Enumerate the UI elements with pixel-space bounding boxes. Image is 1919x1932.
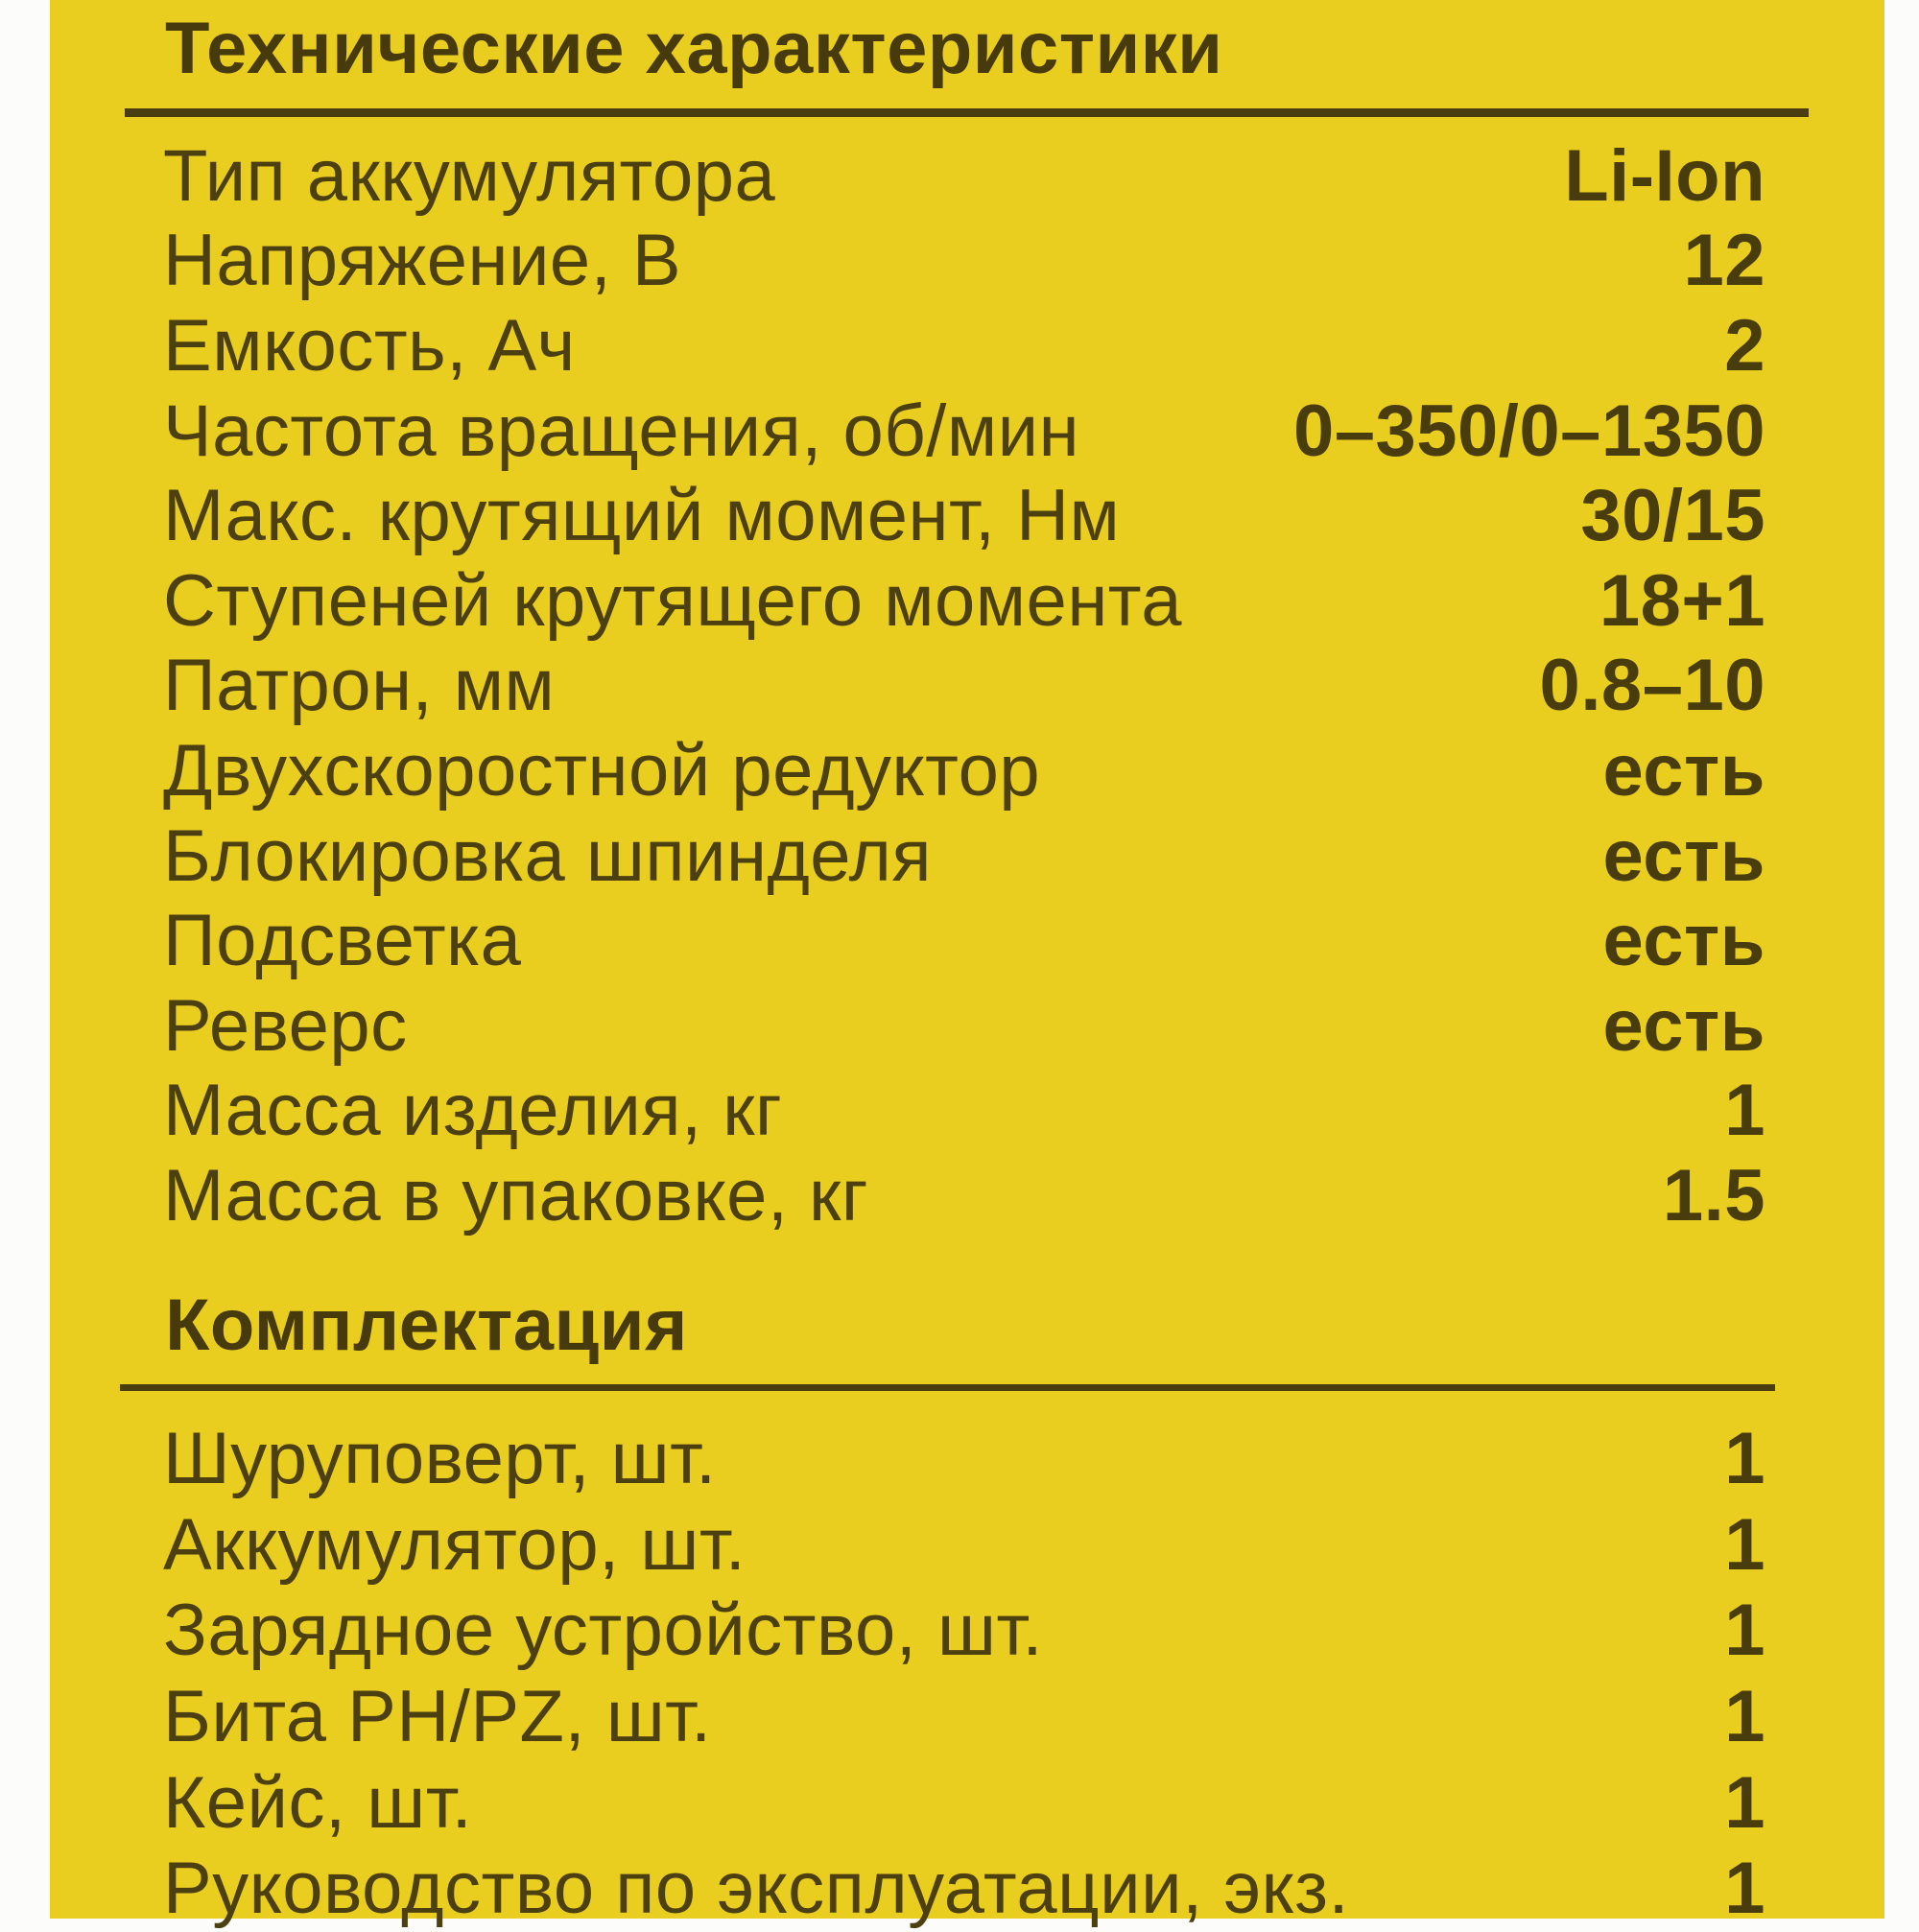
row-label: Подсветка <box>163 900 522 982</box>
row-value: 2 <box>1724 304 1765 387</box>
table-row <box>163 219 1765 304</box>
row-label: Зарядное устройство, шт. <box>163 1590 1043 1672</box>
row-label: Бита PH/PZ, шт. <box>163 1676 712 1758</box>
row-value: 1.5 <box>1662 1154 1765 1237</box>
row-value: есть <box>1602 814 1765 897</box>
row-label: Тип аккумулятора <box>163 134 776 217</box>
row-value: 18+1 <box>1599 559 1765 642</box>
row-label: Масса в упаковке, кг <box>163 1154 869 1237</box>
specs-table <box>163 133 1765 1238</box>
table-row <box>163 983 1765 1069</box>
row-value: есть <box>1602 900 1765 982</box>
table-row <box>163 1846 1765 1932</box>
table-row <box>163 1502 1765 1589</box>
row-label: Масса изделия, кг <box>163 1070 783 1152</box>
table-row <box>163 473 1765 558</box>
table-row <box>163 133 1765 219</box>
table-row <box>163 1588 1765 1674</box>
divider-rule <box>120 1384 1775 1391</box>
row-value: 12 <box>1683 220 1765 302</box>
row-value: 0–350/0–1350 <box>1292 389 1765 472</box>
row-value: 1 <box>1724 1503 1765 1586</box>
table-row <box>163 1153 1765 1238</box>
row-label: Аккумулятор, шт. <box>163 1503 746 1586</box>
spec-label-sheet <box>50 0 1884 1930</box>
row-value: Li-Ion <box>1564 134 1765 217</box>
row-value: 0.8–10 <box>1539 645 1765 727</box>
row-label: Реверс <box>163 984 408 1067</box>
divider-rule <box>125 108 1809 117</box>
section-title-package: Комплектация <box>165 1284 688 1366</box>
row-label: Патрон, мм <box>163 645 556 727</box>
table-row <box>163 1759 1765 1846</box>
row-label: Блокировка шпинделя <box>163 814 933 897</box>
table-row <box>163 1674 1765 1760</box>
row-value: есть <box>1602 984 1765 1067</box>
table-row <box>163 389 1765 474</box>
table-row <box>163 728 1765 813</box>
row-label: Кейс, шт. <box>163 1761 473 1844</box>
table-row <box>163 303 1765 389</box>
table-row <box>163 898 1765 983</box>
section-title-specs: Технические характеристики <box>165 8 1223 89</box>
table-row <box>163 558 1765 644</box>
row-label: Напряжение, В <box>163 220 682 302</box>
row-value: есть <box>1602 729 1765 812</box>
row-label: Руководство по эксплуатации, экз. <box>163 1848 1350 1930</box>
row-value: 30/15 <box>1580 475 1765 557</box>
table-row <box>163 1416 1765 1502</box>
table-row <box>163 813 1765 899</box>
row-value: 1 <box>1724 1848 1765 1930</box>
package-table <box>163 1416 1765 1932</box>
row-label: Емкость, Ач <box>163 304 576 387</box>
row-value: 1 <box>1724 1761 1765 1844</box>
table-row <box>163 644 1765 729</box>
row-value: 1 <box>1724 1418 1765 1500</box>
row-label: Ступеней крутящего момента <box>163 559 1183 642</box>
row-label: Шуруповерт, шт. <box>163 1418 717 1500</box>
row-value: 1 <box>1724 1070 1765 1152</box>
row-label: Двухскоростной редуктор <box>163 729 1041 812</box>
row-label: Макс. крутящий момент, Нм <box>163 475 1121 557</box>
row-value: 1 <box>1724 1676 1765 1758</box>
row-label: Частота вращения, об/мин <box>163 389 1080 472</box>
row-value: 1 <box>1724 1590 1765 1672</box>
table-row <box>163 1069 1765 1154</box>
